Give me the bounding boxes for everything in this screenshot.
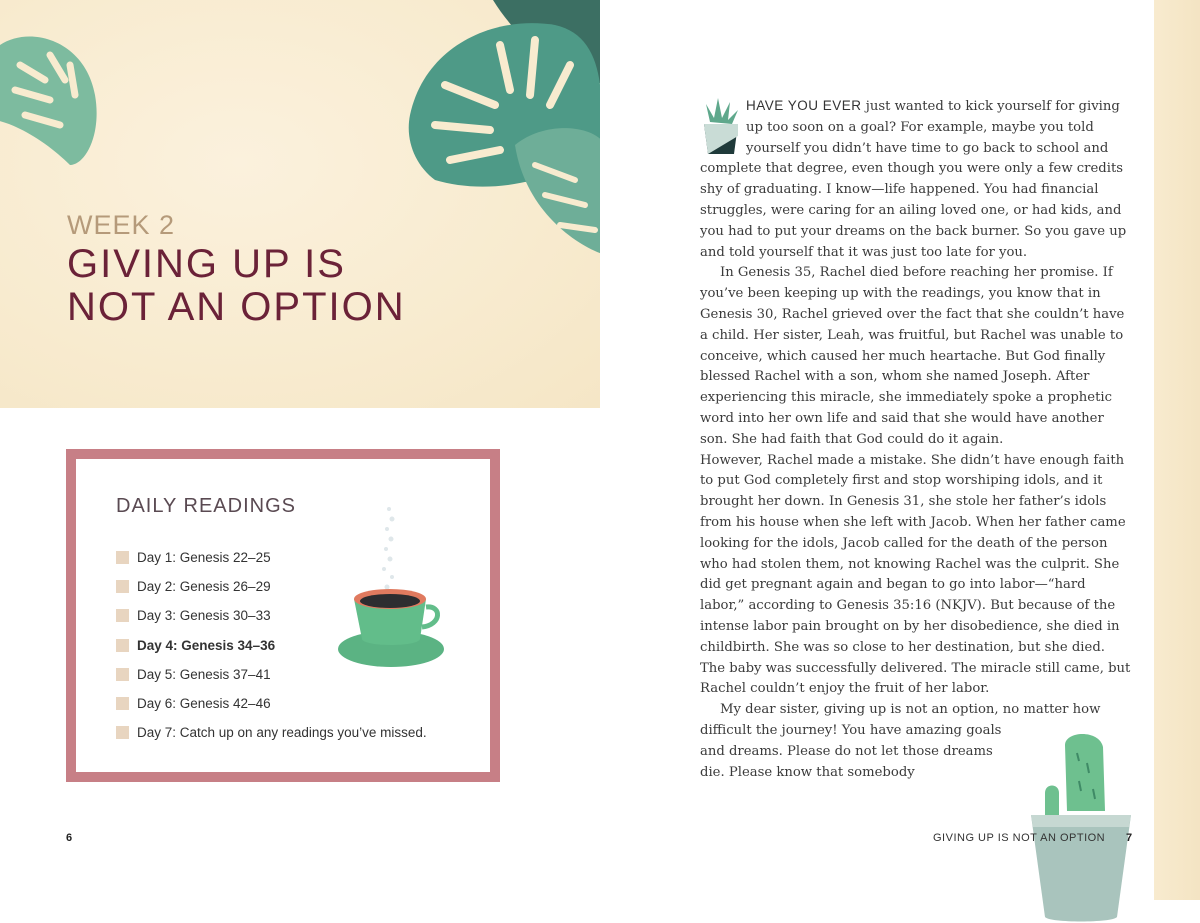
- week-label: WEEK 2: [67, 210, 176, 240]
- monstera-leaf-icon: [0, 25, 105, 170]
- body-text: [700, 96, 1135, 923]
- checkbox-icon[interactable]: [116, 726, 129, 739]
- page-number-left: 6: [66, 832, 73, 844]
- chapter-hero: [0, 0, 600, 408]
- lead-caps: HAVE YOU EVER: [746, 98, 862, 113]
- reading-item[interactable]: Day 2: Genesis 26–29: [116, 572, 427, 601]
- left-page: [0, 0, 600, 900]
- reading-item-current[interactable]: Day 4: Genesis 34–36: [116, 631, 427, 660]
- daily-readings-title: DAILY READINGS: [116, 495, 296, 517]
- paragraph-1: HAVE YOU EVER just wanted to kick yourself for giving up too soon on a goal? For example, maybe you told yourself you didn’t have time to go back to school and complete that degree, even though you were only a few credits shy of graduating. I know—life happened. You had financial struggles, were caring for an ailing loved one, or had kids, and you had to put your dreams on the back burner. So you gave up and told yourself that it was just too late for you.: [700, 98, 1127, 260]
- checkbox-icon[interactable]: [116, 697, 129, 710]
- reading-item[interactable]: Day 5: Genesis 37–41: [116, 660, 427, 689]
- checkbox-icon[interactable]: [116, 639, 129, 652]
- checkbox-icon[interactable]: [116, 551, 129, 564]
- paragraph-3: However, Rachel made a mistake. She didn’t have enough faith to put God completely first and stop worshiping idols, and it brought her down. In Genesis 31, she stole her father’s idols from his house when she left with Jacob. When her father came looking for the idols, Jacob called for the death of the person who had stolen them, not knowing Rachel was the culprit. She did get pregnant again and began to go into labor—“hard labor,” according to Genesis 35:16 (NKJV). But because of the intense labor pain brought on by her disobedience, she died in childbirth. She was so close to her destination, but she died. The baby was successfully delivered. The miracle still came, but Rachel couldn’t enjoy the fruit of her labor.: [700, 452, 1131, 697]
- reading-item[interactable]: Day 3: Genesis 30–33: [116, 601, 427, 630]
- checkbox-icon[interactable]: [116, 609, 129, 622]
- cactus-pot-icon: [1027, 733, 1135, 923]
- reading-item[interactable]: Day 6: Genesis 42–46: [116, 689, 427, 718]
- running-head: GIVING UP IS NOT AN OPTION: [933, 832, 1106, 844]
- page-number-right: 7: [1126, 832, 1133, 844]
- page-edge: [1154, 0, 1200, 900]
- reading-item[interactable]: Day 1: Genesis 22–25: [116, 543, 427, 572]
- chapter-title-line-2: NOT AN OPTION: [67, 285, 406, 329]
- chapter-title-line-1: GIVING UP IS: [67, 242, 346, 286]
- daily-readings-box: [66, 449, 500, 782]
- checkbox-icon[interactable]: [116, 668, 129, 681]
- paragraph-4: My dear sister, giving up is not an option, no matter how difficult the journey! You have amazing goals and dreams. Please do not let those dreams die. Please know that somebody: [700, 702, 1101, 780]
- checkbox-icon[interactable]: [116, 580, 129, 593]
- coffee-cup-icon: [334, 499, 449, 669]
- right-page: [600, 0, 1200, 900]
- reading-item[interactable]: Day 7: Catch up on any readings you’ve missed.: [116, 718, 427, 747]
- monstera-leaf-icon: [405, 0, 600, 260]
- succulent-plant-icon: [700, 96, 742, 156]
- paragraph-2: In Genesis 35, Rachel died before reaching her promise. If you’ve been keeping up with the readings, you know that in Genesis 30, Rachel grieved over the fact that she couldn’t have a child. Her sister, Leah, was fruitful, but Rachel was unable to conceive, which caused her much heartache. But God finally blessed Rachel with a son, whom she named Joseph. After experiencing this miracle, she immediately spoke a prophetic word into her own life and said that she would have another son. She had faith that God could do it again.: [700, 265, 1125, 447]
